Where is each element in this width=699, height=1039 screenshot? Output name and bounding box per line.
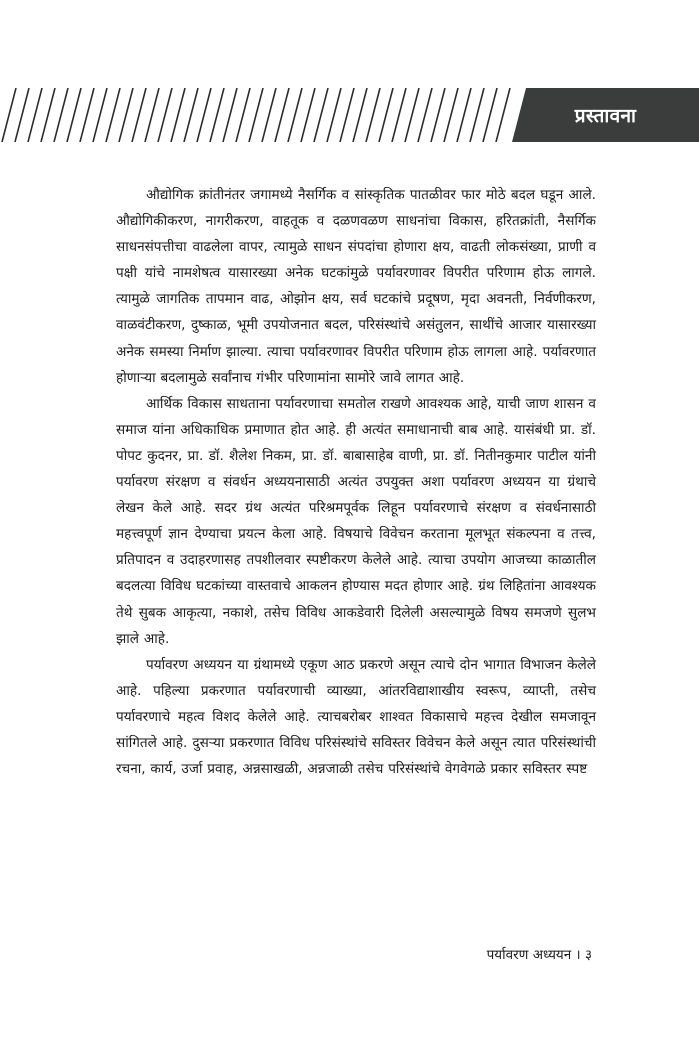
stripe-line xyxy=(405,88,419,142)
stripe-line xyxy=(80,88,94,142)
stripe-line xyxy=(197,88,211,142)
paragraph-2: आर्थिक विकास साधताना पर्यावरणाचा समतोल राखणे आवश्यक आहे, याची जाण शासन व समाज यांना अधिकाधिक प्रमाणात होत आहे. ही अत्यंत समाधानाची बाब आहे. यासंबंधी प्रा. डॉ. पोपट कुदनर, प्रा. डॉ. शैलेश निकम, प्रा. डॉ. बाबासाहेब वाणी, प्रा. डॉ. नितीनकुमार पाटील यांनी पर्यावरण संरक्षण व संवर्धन अध्ययनासाठी अत्यंत उपयुक्त अशा पर्यावरण अध्ययन या ग्रंथाचे लेखन केले आहे. सदर ग्रंथ अत्यंत परिश्रमपूर्वक लिहून पर्यावरणाचे संरक्षण व संवर्धनासाठी महत्त्वपूर्ण ज्ञान देण्याचा प्रयत्न केला आहे. विषयाचे विवेचन करताना मूलभूत संकल्पना व तत्त्व, प्रतिपादन व उदाहरणासह तपशीलवार स्पष्टीकरण केलेले आहे. त्याचा उपयोग आजच्या काळातील बदलत्या विविध घटकांच्या वास्तवाचे आकलन होण्यास मदत होणार आहे. ग्रंथ लिहितांना आवश्यक तेथे सुबक आकृत्या, नकाशे, तसेच विविध आकडेवारी दिलेली असल्यामुळे विषय समजणे सुलभ झाले आहे. xyxy=(116,395,596,647)
stripe-line xyxy=(132,88,146,142)
stripe-line xyxy=(41,88,55,142)
page-footer xyxy=(487,945,592,963)
stripe-line xyxy=(236,88,250,142)
stripe-line xyxy=(431,88,445,142)
stripe-line xyxy=(340,88,354,142)
stripe-line xyxy=(145,88,159,142)
stripe-line xyxy=(327,88,341,142)
stripe-line xyxy=(470,88,484,142)
stripe-line xyxy=(288,88,302,142)
page-number: ३ xyxy=(584,947,592,963)
stripe-line xyxy=(262,88,276,142)
stripe-line xyxy=(249,88,263,142)
stripe-line xyxy=(379,88,393,142)
stripe-line xyxy=(184,88,198,142)
stripe-line xyxy=(2,88,16,142)
stripe-line xyxy=(54,88,68,142)
stripe-line xyxy=(15,88,29,142)
decorative-stripes xyxy=(2,88,510,142)
stripe-line xyxy=(418,88,432,142)
stripe-line xyxy=(353,88,367,142)
stripe-line xyxy=(444,88,458,142)
page-title: प्रस्तावना xyxy=(574,105,637,127)
footer-separator: । xyxy=(575,947,581,963)
stripe-line xyxy=(223,88,237,142)
stripe-line xyxy=(210,88,224,142)
stripe-line xyxy=(483,88,497,142)
running-title: पर्यावरण अध्ययन xyxy=(486,947,572,963)
stripe-line xyxy=(158,88,172,142)
paragraph-3: पर्यावरण अध्ययन या ग्रंथामध्ये एकूण आठ प्रकरणे असून त्याचे दोन भागात विभाजन केलेले आहे. पहिल्या प्रकरणात पर्यावरणाची व्याख्या, आंतरविद्याशाखीय स्वरूप, व्याप्ती, तसेच पर्यावरणाचे महत्व विशद केलेले आहे. त्याचबरोबर शाश्वत विकासाचे महत्त्व देखील समजावून सांगितले आहे. दुसऱ्या प्रकरणात विविध परिसंस्थांचे सविस्तर विवेचन केले असून त्यात परिसंस्थांची रचना, कार्य, उर्जा प्रवाह, अन्नसाखळी, अन्नजाळी तसेच परिसंस्थांचे वेगवेगळे प्रकार सविस्तर स्पष्ट xyxy=(116,656,596,778)
stripe-line xyxy=(457,88,471,142)
stripe-line xyxy=(275,88,289,142)
stripe-line xyxy=(314,88,328,142)
body-text xyxy=(116,182,596,782)
stripe-line xyxy=(67,88,81,142)
stripe-line xyxy=(106,88,120,142)
stripe-line xyxy=(171,88,185,142)
stripe-line xyxy=(119,88,133,142)
stripe-line xyxy=(28,88,42,142)
stripe-line xyxy=(392,88,406,142)
stripe-line xyxy=(301,88,315,142)
paragraph-1: औद्योगिक क्रांतीनंतर जगामध्ये नैसर्गिक व सांस्कृतिक पातळीवर फार मोठे बदल घडून आले. औद्योगिकीकरण, नागरीकरण, वाहतूक व दळणवळण साधनांचा विकास, हरितक्रांती, नैसर्गिक साधनसंपत्तीचा वाढलेला वापर, त्यामुळे साधन संपदांचा होणारा क्षय, वाढती लोकसंख्या, प्राणी व पक्षी यांचे नामशेषत्व यासारख्या अनेक घटकांमुळे पर्यावरणावर विपरीत परिणाम होऊ लागले. त्यामुळे जागतिक तापमान वाढ, ओझोन क्षय, सर्व घटकांचे प्रदूषण, मृदा अवनती, निर्वणीकरण, वाळवंटीकरण, दुष्काळ, भूमी उपयोजनात बदल, परिसंस्थांचे असंतुलन, साथींचे आजार यासारख्या अनेक समस्या निर्माण झाल्या. त्याचा पर्यावरणावर विपरीत परिणाम होऊ लागला आहे. पर्यावरणात होणाऱ्या बदलामुळे सर्वांनाच गंभीर परिणामांना सामोरे जावे लागत आहे. xyxy=(116,187,596,386)
stripe-line xyxy=(496,88,510,142)
stripe-line xyxy=(366,88,380,142)
stripe-line xyxy=(93,88,107,142)
